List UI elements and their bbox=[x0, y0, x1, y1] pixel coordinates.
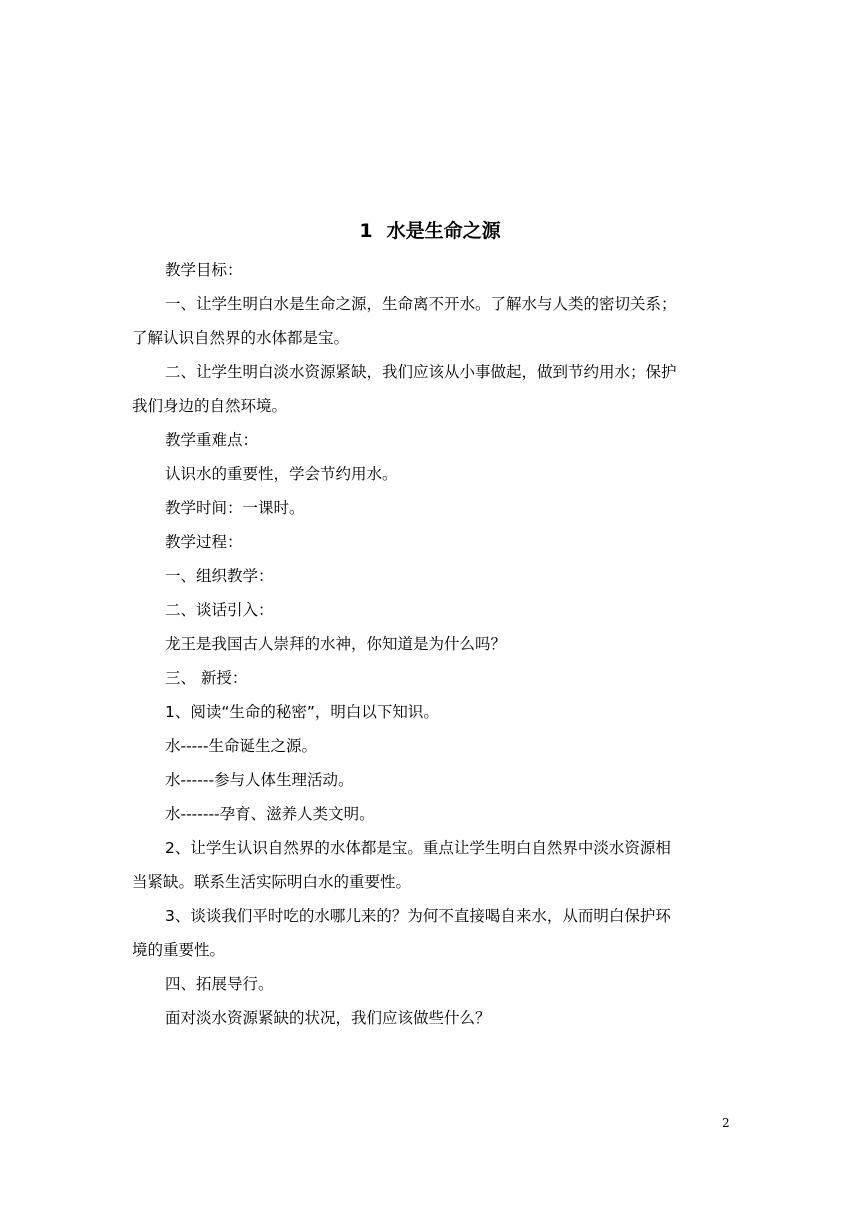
lesson-number: 1 bbox=[359, 220, 373, 242]
body-line: 了解认识自然界的水体都是宝。 bbox=[132, 329, 350, 347]
body-line: 教学时间：一课时。 bbox=[165, 499, 305, 517]
body-line: 我们身边的自然环境。 bbox=[132, 397, 288, 415]
body-line: 一、组织教学： bbox=[165, 567, 274, 585]
body-line: 水-------孕育、滋养人类文明。 bbox=[165, 805, 375, 823]
body-line: 四、拓展导行。 bbox=[165, 975, 274, 993]
body-line: 二、谈话引入： bbox=[165, 601, 274, 619]
body-line: 教学目标： bbox=[165, 261, 243, 279]
body-line: 3、谈谈我们平时吃的水哪儿来的？为何不直接喝自来水，从而明白保护环 bbox=[165, 907, 671, 925]
body-line: 水------参与人体生理活动。 bbox=[165, 771, 354, 789]
body-line: 水-----生命诞生之源。 bbox=[165, 737, 317, 755]
lesson-title bbox=[0, 216, 860, 243]
body-line: 二、让学生明白淡水资源紧缺，我们应该从小事做起，做到节约用水；保护 bbox=[165, 363, 677, 381]
body-line: 三、 新授： bbox=[165, 669, 248, 687]
body-line: 一、让学生明白水是生命之源，生命离不开水。了解水与人类的密切关系； bbox=[165, 295, 677, 313]
body-line: 教学重难点： bbox=[165, 431, 259, 449]
lesson-title-text: 水是生命之源 bbox=[386, 220, 501, 242]
page-number: 2 bbox=[722, 1116, 730, 1130]
lesson-body bbox=[132, 253, 732, 1035]
body-line: 教学过程： bbox=[165, 533, 243, 551]
body-line: 面对淡水资源紧缺的状况，我们应该做些什么？ bbox=[165, 1009, 491, 1027]
body-line: 1、阅读“生命的秘密”，明白以下知识。 bbox=[165, 703, 439, 721]
body-line: 2、让学生认识自然界的水体都是宝。重点让学生明白自然界中淡水资源相 bbox=[165, 839, 671, 857]
body-line: 境的重要性。 bbox=[132, 941, 226, 959]
body-line: 当紧缺。联系生活实际明白水的重要性。 bbox=[132, 873, 412, 891]
body-line: 认识水的重要性，学会节约用水。 bbox=[165, 465, 398, 483]
body-line: 龙王是我国古人崇拜的水神，你知道是为什么吗？ bbox=[165, 635, 507, 653]
